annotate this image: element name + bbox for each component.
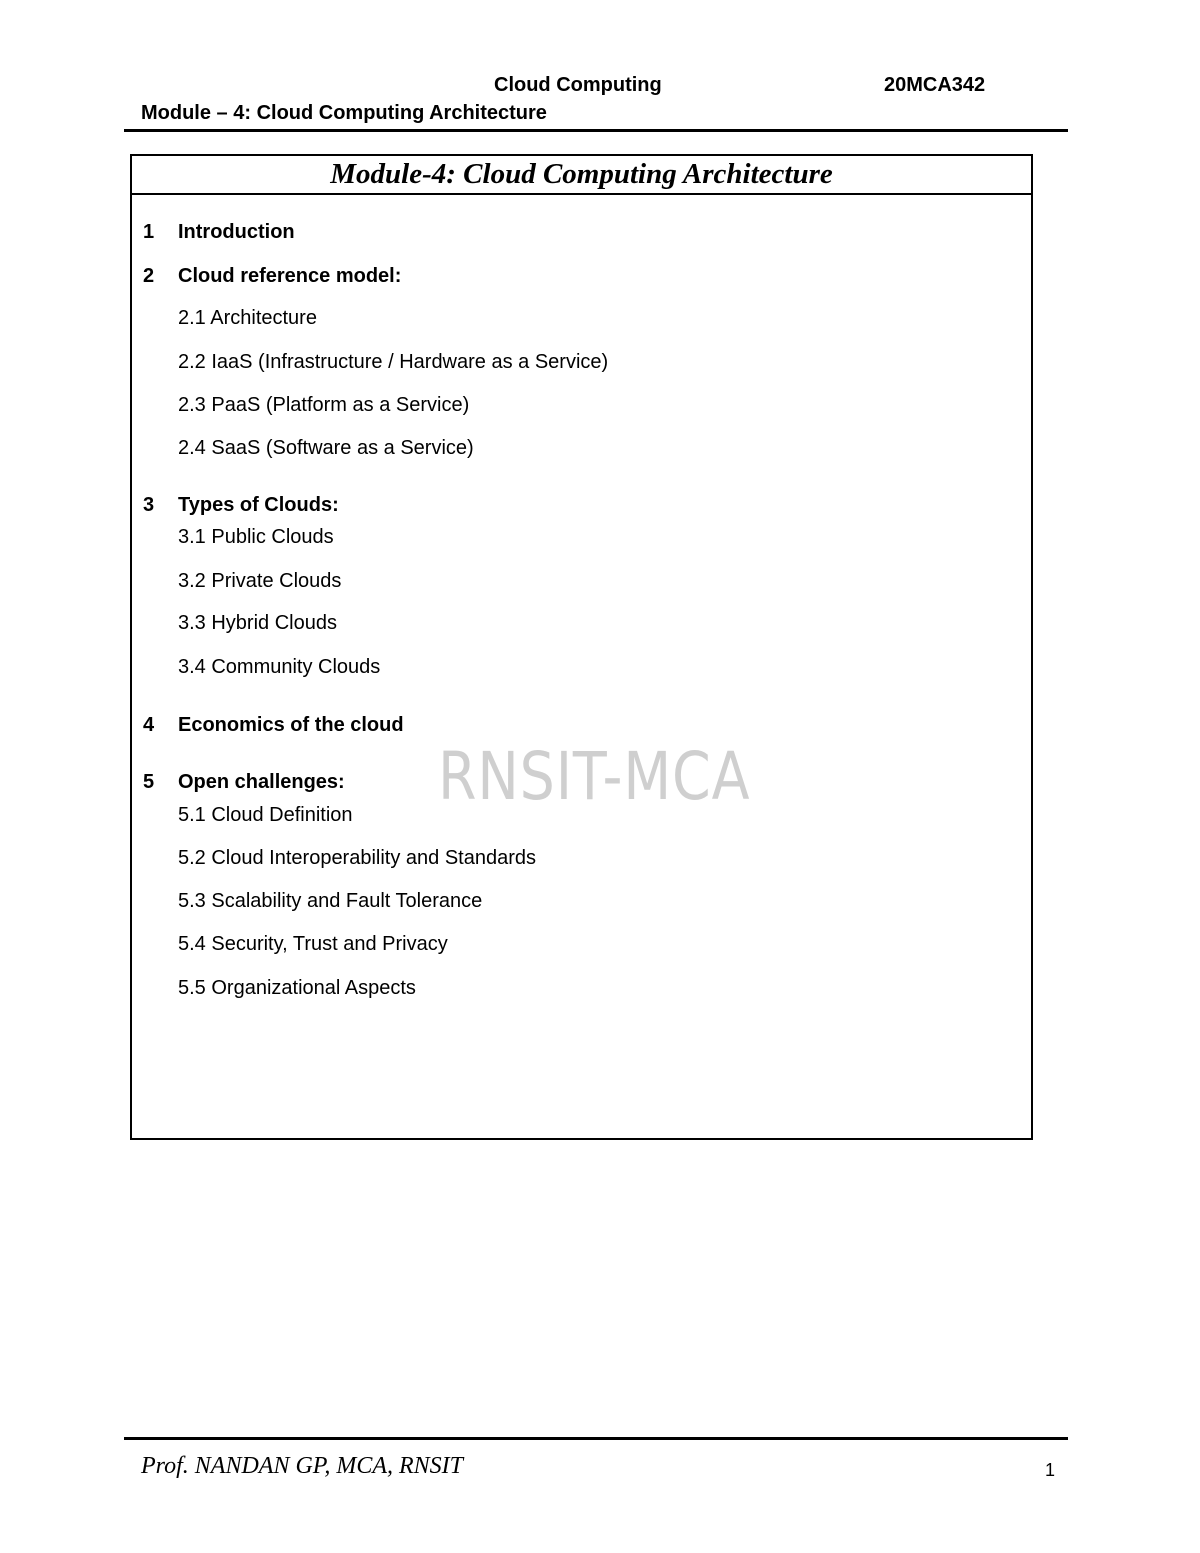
watermark-text: RNSIT-MCA bbox=[438, 738, 751, 815]
subsection-item: 3.1 Public Clouds bbox=[178, 526, 334, 548]
box-title-bar bbox=[132, 156, 1031, 195]
header-module-line: Module – 4: Cloud Computing Architecture bbox=[141, 102, 547, 124]
section-heading-types-of-clouds: Types of Clouds: bbox=[178, 494, 339, 516]
module-title: Module-4: Cloud Computing Architecture bbox=[330, 158, 833, 190]
section-number: 4 bbox=[143, 714, 155, 736]
subsection-item: 5.5 Organizational Aspects bbox=[178, 977, 416, 999]
subsection-item: 3.3 Hybrid Clouds bbox=[178, 612, 337, 634]
subsection-item: 3.4 Community Clouds bbox=[178, 656, 381, 678]
section-heading-cloud-reference-model: Cloud reference model: bbox=[178, 265, 402, 287]
section-heading-economics: Economics of the cloud bbox=[178, 714, 404, 736]
subsection-item: 2.3 PaaS (Platform as a Service) bbox=[178, 394, 470, 416]
subsection-item: 5.4 Security, Trust and Privacy bbox=[178, 933, 448, 955]
module-contents-box bbox=[130, 154, 1033, 1140]
subsection-item: 5.1 Cloud Definition bbox=[178, 804, 353, 826]
footer-author: Prof. NANDAN GP, MCA, RNSIT bbox=[141, 1453, 464, 1479]
section-heading-open-challenges: Open challenges: bbox=[178, 771, 345, 793]
subsection-item: 2.1 Architecture bbox=[178, 307, 317, 329]
footer-rule bbox=[124, 1437, 1068, 1440]
header-course-code: 20MCA342 bbox=[884, 74, 986, 96]
section-heading-introduction: Introduction bbox=[178, 221, 295, 243]
header-rule bbox=[124, 129, 1068, 132]
section-number: 5 bbox=[143, 771, 155, 793]
subsection-item: 3.2 Private Clouds bbox=[178, 570, 342, 592]
section-number: 3 bbox=[143, 494, 155, 516]
header-course-title: Cloud Computing bbox=[494, 74, 662, 96]
section-number: 2 bbox=[143, 265, 155, 287]
subsection-item: 5.3 Scalability and Fault Tolerance bbox=[178, 890, 483, 912]
section-number: 1 bbox=[143, 221, 155, 243]
subsection-item: 2.2 IaaS (Infrastructure / Hardware as a Service) bbox=[178, 351, 609, 373]
page-number: 1 bbox=[1045, 1460, 1056, 1480]
subsection-item: 2.4 SaaS (Software as a Service) bbox=[178, 437, 474, 459]
subsection-item: 5.2 Cloud Interoperability and Standards bbox=[178, 847, 537, 869]
